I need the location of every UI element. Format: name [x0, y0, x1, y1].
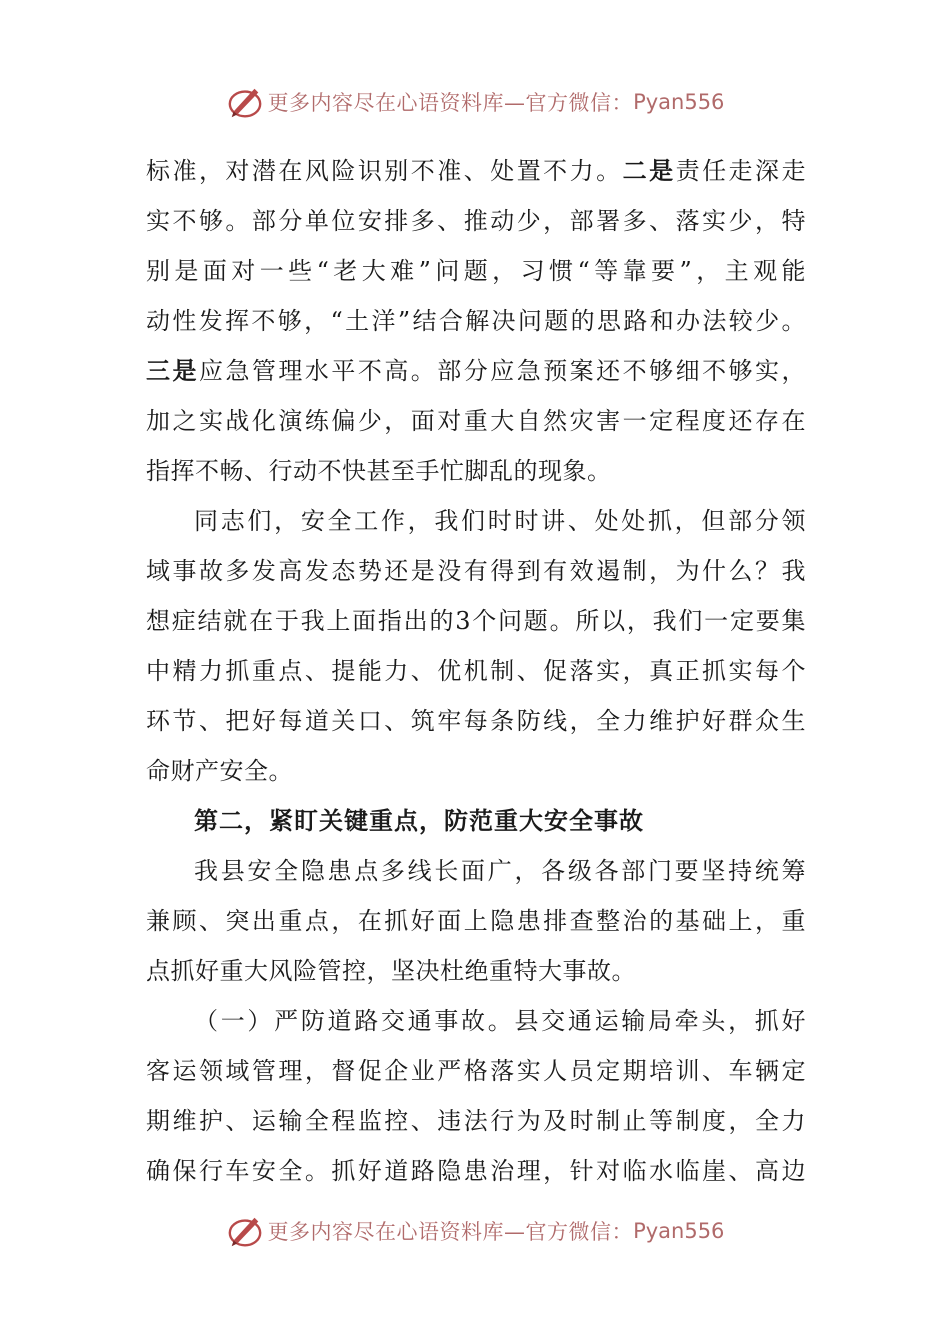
pen-logo-icon [226, 1212, 264, 1250]
body-line: 想症结就在于我上面指出的3个问题。所以，我们一定要集 [146, 607, 806, 635]
body-line: 点抓好重大风险管控，坚决杜绝重特大事故。 [146, 957, 636, 985]
banner-wechat: Pyan556 [633, 90, 725, 114]
body-line: 确保行车安全。抓好道路隐患治理，针对临水临崖、高边 [146, 1157, 806, 1185]
body-line: 命财产安全。 [146, 757, 293, 785]
body-line: 实不够。部分单位安排多、推动少，部署多、落实少，特 [146, 207, 806, 235]
section-heading: 第二，紧盯关键重点，防范重大安全事故 [194, 806, 644, 835]
body-line: （一）严防道路交通事故。县交通运输局牵头，抓好 [194, 1007, 806, 1035]
banner-text: 更多内容尽在心语资料库—官方微信： [267, 1220, 634, 1244]
body-line: 加之实战化演练偏少，面对重大自然灾害一定程度还存在 [146, 407, 806, 435]
body-line: 同志们，安全工作，我们时时讲、处处抓，但部分领 [194, 507, 806, 535]
body-line: 期维护、运输全程监控、违法行为及时制止等制度，全力 [146, 1107, 806, 1135]
body-line: 指挥不畅、行动不快甚至手忙脚乱的现象。 [146, 457, 612, 485]
body-line: 兼顾、突出重点，在抓好面上隐患排查整治的基础上，重 [146, 907, 806, 935]
banner-wechat: Pyan556 [633, 1219, 725, 1243]
body-line: 客运领域管理，督促企业严格落实人员定期培训、车辆定 [146, 1057, 806, 1085]
footer-watermark [0, 1209, 950, 1253]
body-line: 域事故多发高发态势还是没有得到有效遏制，为什么？我 [146, 557, 806, 585]
body-line: 动性发挥不够，“土洋”结合解决问题的思路和办法较少。 [146, 307, 806, 335]
body-line: 标准，对潜在风险识别不准、处置不力。二是责任走深走 [146, 156, 807, 185]
pen-logo-icon [226, 83, 264, 121]
body-line: 别是面对一些“老大难”问题，习惯“等靠要”，主观能 [146, 257, 806, 285]
body-line: 环节、把好每道关口、筑牢每条防线，全力维护好群众生 [146, 707, 806, 735]
header-watermark [0, 80, 950, 124]
body-line: 中精力抓重点、提能力、优机制、促落实，真正抓实每个 [146, 657, 806, 685]
body-line: 我县安全隐患点多线长面广，各级各部门要坚持统筹 [194, 857, 806, 885]
banner-text: 更多内容尽在心语资料库—官方微信： [267, 91, 634, 115]
document-body [146, 146, 806, 1196]
body-line: 三是应急管理水平不高。部分应急预案还不够细不够实， [146, 356, 807, 385]
